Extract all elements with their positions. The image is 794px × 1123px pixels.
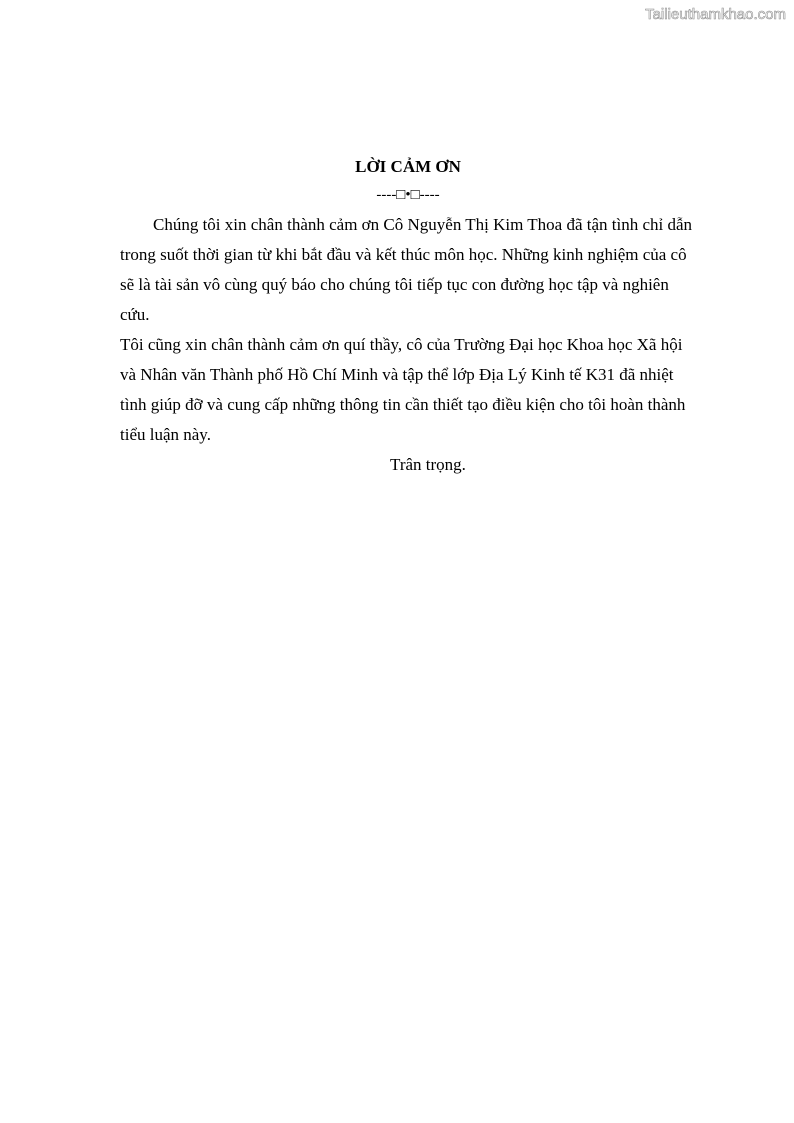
title-divider: ----□•□---- [376,187,440,203]
closing-text: Trân trọng. [390,455,466,474]
document-body [120,153,696,480]
paragraph-first: Chúng tôi xin chân thành cảm ơn Cô Nguyễn Thị Kim Thoa đã tận tình chỉ dẫn trong suốt thời gian từ khi bắt đầu và kết thúc môn học. Những kinh nghiệm của cô sẽ là tài sản vô cùng quý báo cho chúng tôi tiếp tục con đường học tập và nghiên cứu. [120,215,693,324]
watermark-text: Tailieuthamkhao.com [645,6,786,23]
paragraph-second: Tôi cũng xin chân thành cảm ơn quí thầy, cô của Trường Đại học Khoa học Xã hội và Nhân văn Thành phố Hồ Chí Minh và tập thể lớp Địa Lý Kinh tế K31 đã nhiệt tình giúp đỡ và cung cấp những thông tin cần thiết tạo điều kiện cho tôi hoàn thành tiểu luận này. [120,335,686,444]
page-title: LỜI CẢM ƠN [355,157,461,176]
